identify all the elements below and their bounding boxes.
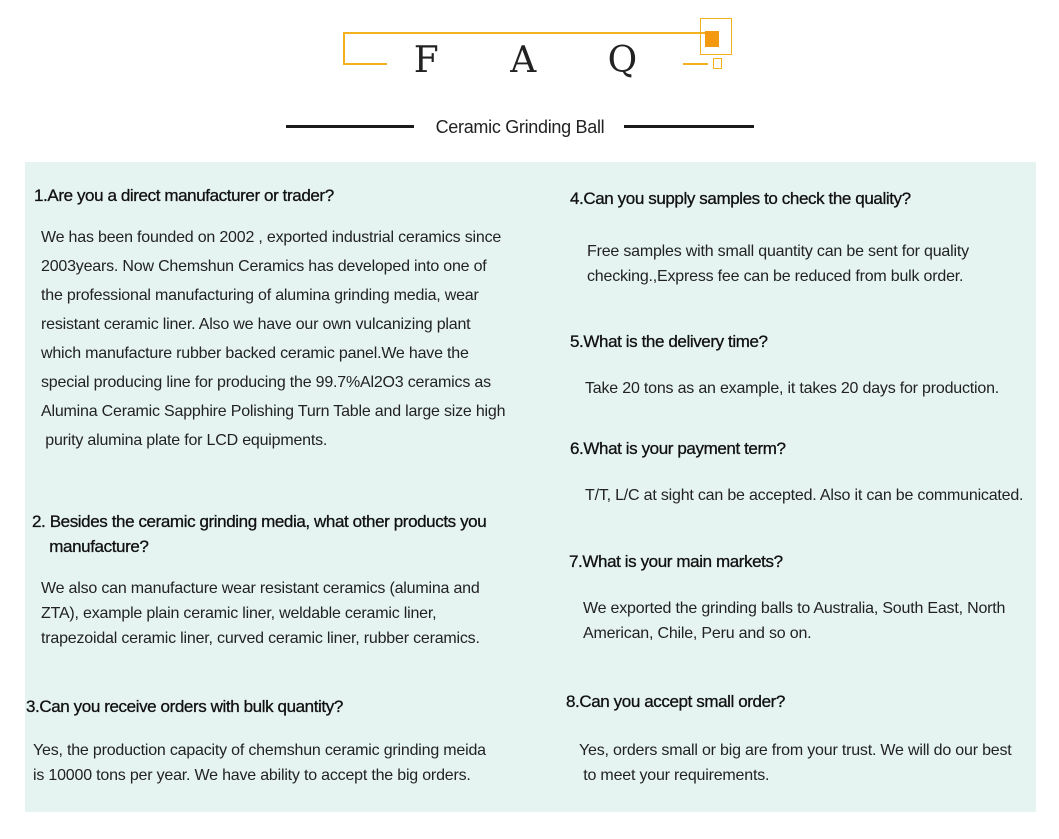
faq-question-7: 7.What is your main markets? (569, 552, 783, 571)
faq-answer-3: Yes, the production capacity of chemshun ceramic grinding meida is 10000 tons per year. We have ability to accept the big orders. (33, 742, 486, 784)
faq-answer-2: We also can manufacture wear resistant ceramics (alumina and ZTA), example plain ceramic liner, weldable ceramic liner, trapezoidal ceramic liner, curved ceramic liner, rubber ceramics. (41, 580, 480, 647)
faq-answer-1: We has been founded on 2002 , exported industrial ceramics since 2003years. Now Chemshun Ceramics has developed into one of the professional manufacturing of alumina grinding media, wear resistant ceramic liner. Also we have our own vulcanizing plant which manufacture rubber backed ceramic panel.We have the special producing line for producing the 99.7%Al2O3 ceramics as Alumina Ceramic Sapphire Polishing Turn Table and large size high purity alumina plate for LCD equipments. (41, 229, 506, 449)
faq-question-4: 4.Can you supply samples to check the quality? (570, 189, 911, 208)
page-title: F A Q (413, 40, 668, 81)
faq-question-8: 8.Can you accept small order? (566, 692, 785, 711)
faq-answer-7: We exported the grinding balls to Australia, South East, North American, Chile, Peru and so on. (583, 600, 1006, 642)
faq-answer-6: T/T, L/C at sight can be accepted. Also it can be communicated. (585, 487, 1024, 504)
subtitle-right-rule (624, 125, 754, 128)
subtitle-left-rule (286, 125, 414, 128)
faq-answer-8: Yes, orders small or big are from your trust. We will do our best to meet your requirements. (579, 742, 1012, 784)
deco-top-line (343, 32, 708, 34)
page-subtitle: Ceramic Grinding Ball (435, 117, 605, 137)
faq-answer-5: Take 20 tons as an example, it takes 20 days for production. (585, 380, 1000, 397)
faq-question-1: 1.Are you a direct manufacturer or trader? (34, 186, 334, 205)
faq-question-2: 2. Besides the ceramic grinding media, what other products you manufacture? (32, 512, 487, 556)
faq-question-6: 6.What is your payment term? (570, 439, 786, 458)
faq-question-3: 3.Can you receive orders with bulk quantity? (26, 697, 343, 716)
faq-question-5: 5.What is the delivery time? (570, 332, 768, 351)
faq-answer-4: Free samples with small quantity can be sent for quality checking.,Express fee can be reduced from bulk order. (587, 243, 969, 285)
